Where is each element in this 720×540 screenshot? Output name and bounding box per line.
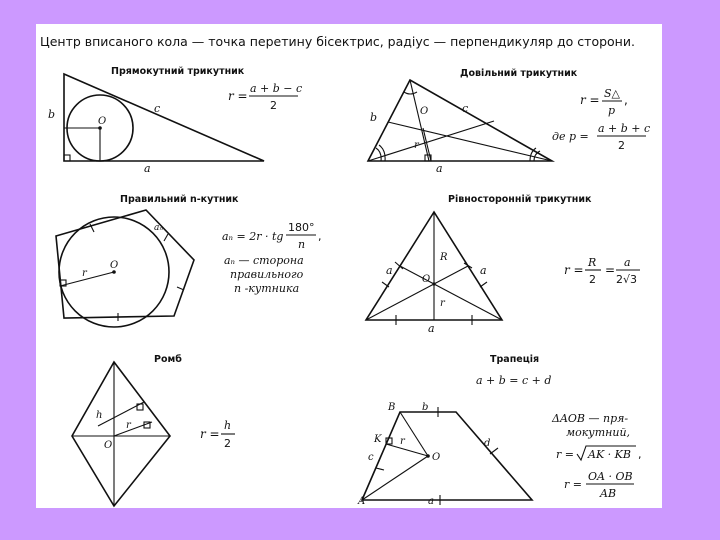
formula-lhs: r = <box>564 263 584 277</box>
formula-denominator: 2 <box>224 437 231 450</box>
trapezoid-shape <box>362 412 532 500</box>
label-c: c <box>462 102 469 115</box>
label-O: O <box>110 260 119 271</box>
label-r: r <box>440 298 445 309</box>
formula-tail: , <box>638 448 642 461</box>
trapezoid-note-1: ΔAOB — пря- <box>552 412 629 425</box>
median-3 <box>400 266 502 320</box>
polygon-title: Правильний n-кутник <box>120 194 239 205</box>
label-c: c <box>368 452 374 463</box>
polygon-diagram <box>56 210 194 327</box>
page-header: Центр вписаного кола — точка перетину бісектрис, радіус — перпендикуляр до сторони. <box>40 34 635 49</box>
label-d: d <box>484 438 491 449</box>
geometry-sheet <box>36 24 662 508</box>
formula-numerator-1: R <box>588 256 597 269</box>
formula-equals: = <box>605 263 616 277</box>
polygon-note-3: n -кутника <box>234 282 300 295</box>
any-triangle-formula-1 <box>580 87 628 117</box>
bisector-1 <box>410 80 429 161</box>
right-triangle-shape <box>64 74 264 161</box>
label-O: O <box>420 106 429 117</box>
formula-lhs: r = <box>564 478 582 491</box>
rhombus-title: Ромб <box>154 354 182 365</box>
label-O: O <box>432 452 441 463</box>
label-h: h <box>96 410 103 421</box>
center-dot <box>426 454 430 458</box>
label-a: a <box>436 162 443 175</box>
label-b: b <box>48 108 56 121</box>
any-triangle-title: Довільний трикутник <box>460 68 578 79</box>
radius-r <box>114 422 152 436</box>
formula-lhs: r = <box>556 448 574 461</box>
polygon-formula <box>222 221 322 251</box>
right-triangle-title: Прямокутний трикутник <box>111 66 245 77</box>
label-r: r <box>126 420 131 431</box>
label-O: O <box>422 274 431 285</box>
angle-arc-left <box>376 148 381 161</box>
any-triangle-diagram <box>368 80 552 161</box>
any-triangle-shape <box>368 80 552 161</box>
formula-numerator: h <box>224 419 232 432</box>
tick-mark <box>177 287 184 290</box>
right-triangle-formula <box>228 82 302 112</box>
median-2 <box>366 266 468 320</box>
angle-arc-right <box>534 151 540 161</box>
tick-mark <box>376 468 384 470</box>
trapezoid-note-2: мокутний, <box>566 426 631 439</box>
rhombus-formula <box>200 419 235 450</box>
label-r: r <box>414 140 419 151</box>
formula-denominator: n <box>298 238 306 251</box>
formula-lhs: aₙ = 2r · tg <box>222 230 284 243</box>
label-O: O <box>104 440 113 451</box>
right-triangle-diagram <box>64 74 264 161</box>
pentagon-shape <box>56 210 194 318</box>
angle-arc-top <box>404 92 417 94</box>
polygon-note-1: aₙ — сторона <box>224 254 304 267</box>
formula-lhs: де p = <box>552 130 589 143</box>
trapezoid-condition: a + b = c + d <box>476 374 552 387</box>
label-b: b <box>370 111 378 124</box>
equilateral-title: Рівносторонній трикутник <box>448 194 592 205</box>
polygon-note-2: правильного <box>230 268 304 281</box>
tick-mark <box>164 234 168 241</box>
angle-arc-right-2 <box>530 148 536 161</box>
trapezoid-formula-2 <box>564 470 634 500</box>
formula-numerator: 180° <box>288 221 315 234</box>
formula-numerator: S△ <box>604 87 620 100</box>
label-R: R <box>440 252 448 263</box>
right-angle-mark <box>64 155 70 161</box>
formula-denominator-2: 2√3 <box>616 273 638 286</box>
center-dot <box>432 282 435 285</box>
label-O: O <box>98 116 107 127</box>
bisector-3 <box>388 122 552 161</box>
label-a-bottom: a <box>428 322 435 335</box>
label-K: K <box>374 434 382 445</box>
worksheet-page <box>36 24 662 508</box>
any-triangle-formula-2 <box>552 122 650 152</box>
formula-lhs: r = <box>228 89 248 103</box>
formula-denominator-1: 2 <box>589 273 596 286</box>
equilateral-formula <box>564 256 640 286</box>
formula-numerator: a + b + c <box>598 122 651 135</box>
tick-mark <box>490 448 498 454</box>
formula-radicand: AK · KB <box>588 448 631 461</box>
label-B: B <box>388 402 396 413</box>
label-A: A <box>358 496 366 507</box>
label-an: aₙ <box>154 223 164 233</box>
label-a-left: a <box>386 264 393 277</box>
label-a: a <box>428 496 434 507</box>
radius-line <box>60 272 114 286</box>
formula-lhs: r = <box>200 427 220 441</box>
label-a-right: a <box>480 264 487 277</box>
label-a: a <box>144 162 151 175</box>
trapezoid-title: Трапеція <box>490 354 540 365</box>
formula-tail: , <box>624 93 628 107</box>
formula-tail: , <box>318 230 322 243</box>
label-b: b <box>422 402 429 413</box>
tick-mark <box>480 282 487 287</box>
formula-denominator: AB <box>600 487 617 500</box>
trapezoid-formula-1 <box>556 446 642 461</box>
label-r: r <box>400 436 405 447</box>
formula-lhs: r = <box>580 93 600 107</box>
formula-numerator-2: a <box>624 256 631 269</box>
radius-r <box>423 128 431 161</box>
formula-denominator: 2 <box>270 99 277 112</box>
label-c: c <box>154 102 161 115</box>
label-r: r <box>82 268 87 279</box>
formula-denominator: 2 <box>618 139 625 152</box>
rhombus-diagram <box>72 362 170 506</box>
formula-numerator: a + b − c <box>250 82 303 95</box>
formula-denominator: p <box>608 104 616 117</box>
trapezoid-diagram <box>362 407 532 505</box>
formula-numerator: OA · OB <box>588 470 633 483</box>
